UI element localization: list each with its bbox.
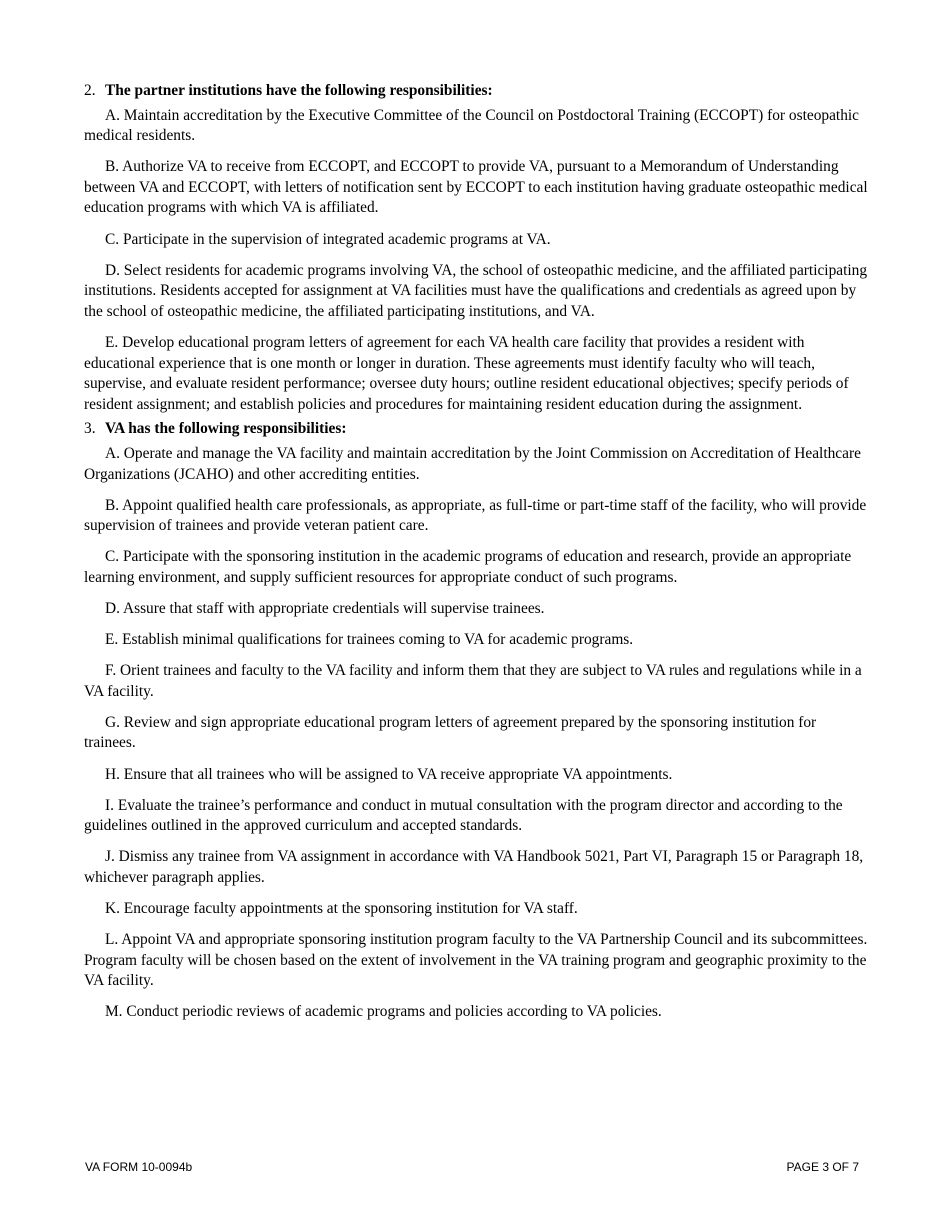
paragraph-3d: D. Assure that staff with appropriate credentials will supervise trainees. xyxy=(105,599,545,617)
paragraph-3i: I. Evaluate the trainee’s performance and conduct in mutual consultation with the program director and according to the guidelines outlined in the approved curriculum and accepted standards. xyxy=(84,796,843,835)
section-title: The partner institutions have the following responsibilities: xyxy=(105,82,493,99)
paragraph-3j: J. Dismiss any trainee from VA assignment in accordance with VA Handbook 5021, Part VI, Paragraph 15 or Paragraph 18, whichever paragraph applies. xyxy=(84,848,864,886)
footer-form-number: VA FORM 10-0094b xyxy=(85,1160,193,1174)
paragraph-3f: F. Orient trainees and faculty to the VA facility and inform them that they are subject to VA rules and regulations while in a VA facility. xyxy=(84,662,862,700)
section-2-heading xyxy=(84,81,868,102)
footer-page-number: PAGE 3 OF 7 xyxy=(786,1160,859,1174)
section-number: 3. xyxy=(84,420,96,438)
section-title: VA has the following responsibilities: xyxy=(105,420,347,438)
paragraph-3b: B. Appoint qualified health care professionals, as appropriate, as full-time or part-time staff of the facility, who will provide supervision of trainees and provide veteran patient care. xyxy=(84,496,867,535)
paragraph-3h: H. Ensure that all trainees who will be assigned to VA receive appropriate VA appointments. xyxy=(105,765,673,783)
paragraph-3m: M. Conduct periodic reviews of academic programs and policies according to VA policies. xyxy=(105,1003,662,1021)
paragraph-2e: E. Develop educational program letters of agreement for each VA health care facility that provides a resident with educational experience that is one month or longer in duration. These agreements must identify faculty who will teach, supervise, and evaluate resident performance; oversee duty hours; outline resident educational objectives; specify periods of resident assignment; and establish policies and procedures for maintaining resident education during the assignment. xyxy=(84,333,849,413)
paragraph-3k: K. Encourage faculty appointments at the sponsoring institution for VA staff. xyxy=(105,900,578,917)
document-body xyxy=(84,81,868,1033)
paragraph-3e: E. Establish minimal qualifications for trainees coming to VA for academic programs. xyxy=(105,631,634,649)
paragraph-2d: D. Select residents for academic programs involving VA, the school of osteopathic medicine, and the affiliated participating institutions. Residents accepted for assignment at VA facilities must have the qualifications and credentials as agreed upon by the school of osteopathic medicine, the affiliated participating institutions, and VA. xyxy=(84,261,868,320)
paragraph-2b: B. Authorize VA to receive from ECCOPT, and ECCOPT to provide VA, pursuant to a Memorandum of Understanding between VA and ECCOPT, with letters of notification sent by ECCOPT to each institution having graduate osteopathic medical education programs with which VA is affiliated. xyxy=(84,158,868,217)
paragraph-3a: A. Operate and manage the VA facility and maintain accreditation by the Joint Commission on Accreditation of Healthcare Organizations (JCAHO) and other accrediting entities. xyxy=(84,444,861,483)
paragraph-2a: A. Maintain accreditation by the Executive Committee of the Council on Postdoctoral Training (ECCOPT) for osteopathic medical residents. xyxy=(84,106,859,145)
section-number: 2. xyxy=(84,82,96,99)
paragraph-2c: C. Participate in the supervision of integrated academic programs at VA. xyxy=(105,230,551,248)
section-3-heading xyxy=(84,419,868,440)
paragraph-3c: C. Participate with the sponsoring institution in the academic programs of education and research, provide an appropriate learning environment, and supply sufficient resources for appropriate conduct of such programs. xyxy=(84,548,852,586)
paragraph-3g: G. Review and sign appropriate educational program letters of agreement prepared by the sponsoring institution for trainees. xyxy=(84,713,817,752)
paragraph-3l: L. Appoint VA and appropriate sponsoring institution program faculty to the VA Partnership Council and its subcommittees. Program faculty will be chosen based on the extent of involvement in the VA training program and geographic proximity to the VA facility. xyxy=(84,931,868,990)
